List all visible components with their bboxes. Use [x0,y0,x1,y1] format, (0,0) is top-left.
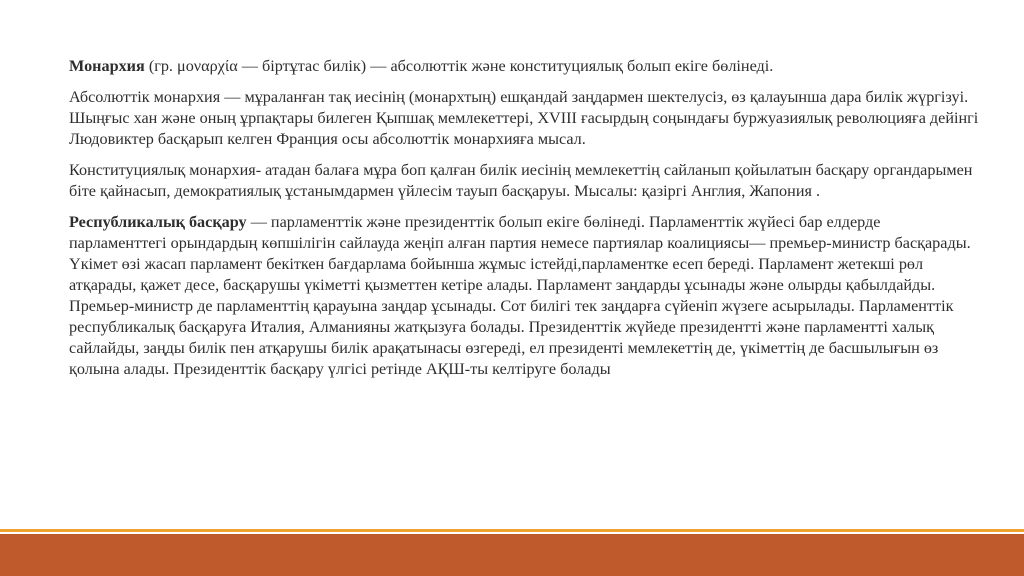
paragraph-text: — парламенттік және президенттік болып екіге бөлінеді. Парламенттік жүйесі бар елдерде парламенттегі орындардың көпшілігін сайлауда жеңіп алған партия немесе партиялар коалициясы— премьер-министр басқарады. Үкімет өзі жасап парламент бекіткен бағдарлама бойынша жұмыс істейді,парламентке есеп береді. Парламент жетекші рөл атқарады, қажет десе, басқарушы үкіметті қызметтен кетіре алады. Парламент заңдарды ұсынады және олырды қабылдайды. Премьер-министр де парламенттің қарауына заңдар ұсынады. Сот билігі тек заңдарға сүйеніп жүзеге асырылады. Парламенттік республикалық басқаруға Италия, Алманияны жатқызуға болады. Президенттік жүйеде президентті және парламентті халық сайлайды, заңды билік пен атқарушы билік арақатынасы өзгереді, ел президенті мемлекеттің де, үкіметтің де басшылығын өз қолына алады. Президенттік басқару үлгісі ретінде АҚШ-ты келтіруге болады [69,213,971,378]
term-republic: Республикалық басқару [69,213,247,231]
paragraph-text: Конституциялық монархия- атадан балаға мұра боп қалған билік иесінің мемлекеттің сайланып қойылатын басқару органдарымен біте қайнасып, демократиялық ұстанымдармен үйлесім тауып басқаруы. Мысалы: қазіргі Англия, Жапония . [69,161,973,200]
paragraph-text: Абсолюттік монархия — мұраланған тақ иесінің (монархтың) ешқандай заңдармен шектелусіз, өз қалауынша дара билік жүргізуі. Шыңғыс хан және оның ұрпақтары билеген Қыпшақ мемлекеттері, XVIII ғасырдың соңындағы буржуазиялық революцияға дейінгі Людовиктер басқарып келген Франция осы абсолюттік монархияға мысал. [69,88,979,148]
paragraph-constitutional-monarchy [69,160,981,202]
term-monarchy: Монархия [69,57,145,75]
footer-bar [0,534,1024,576]
paragraph-republic [69,212,981,380]
paragraph-text: (гр. μοναρχία — біртұтас билік) — абсолюттік және конституциялық болып екіге бөлінеді. [144,57,774,75]
paragraph-absolute-monarchy [69,87,981,150]
paragraph-monarchy [69,56,981,77]
accent-line [0,529,1024,532]
slide-content [69,56,981,390]
